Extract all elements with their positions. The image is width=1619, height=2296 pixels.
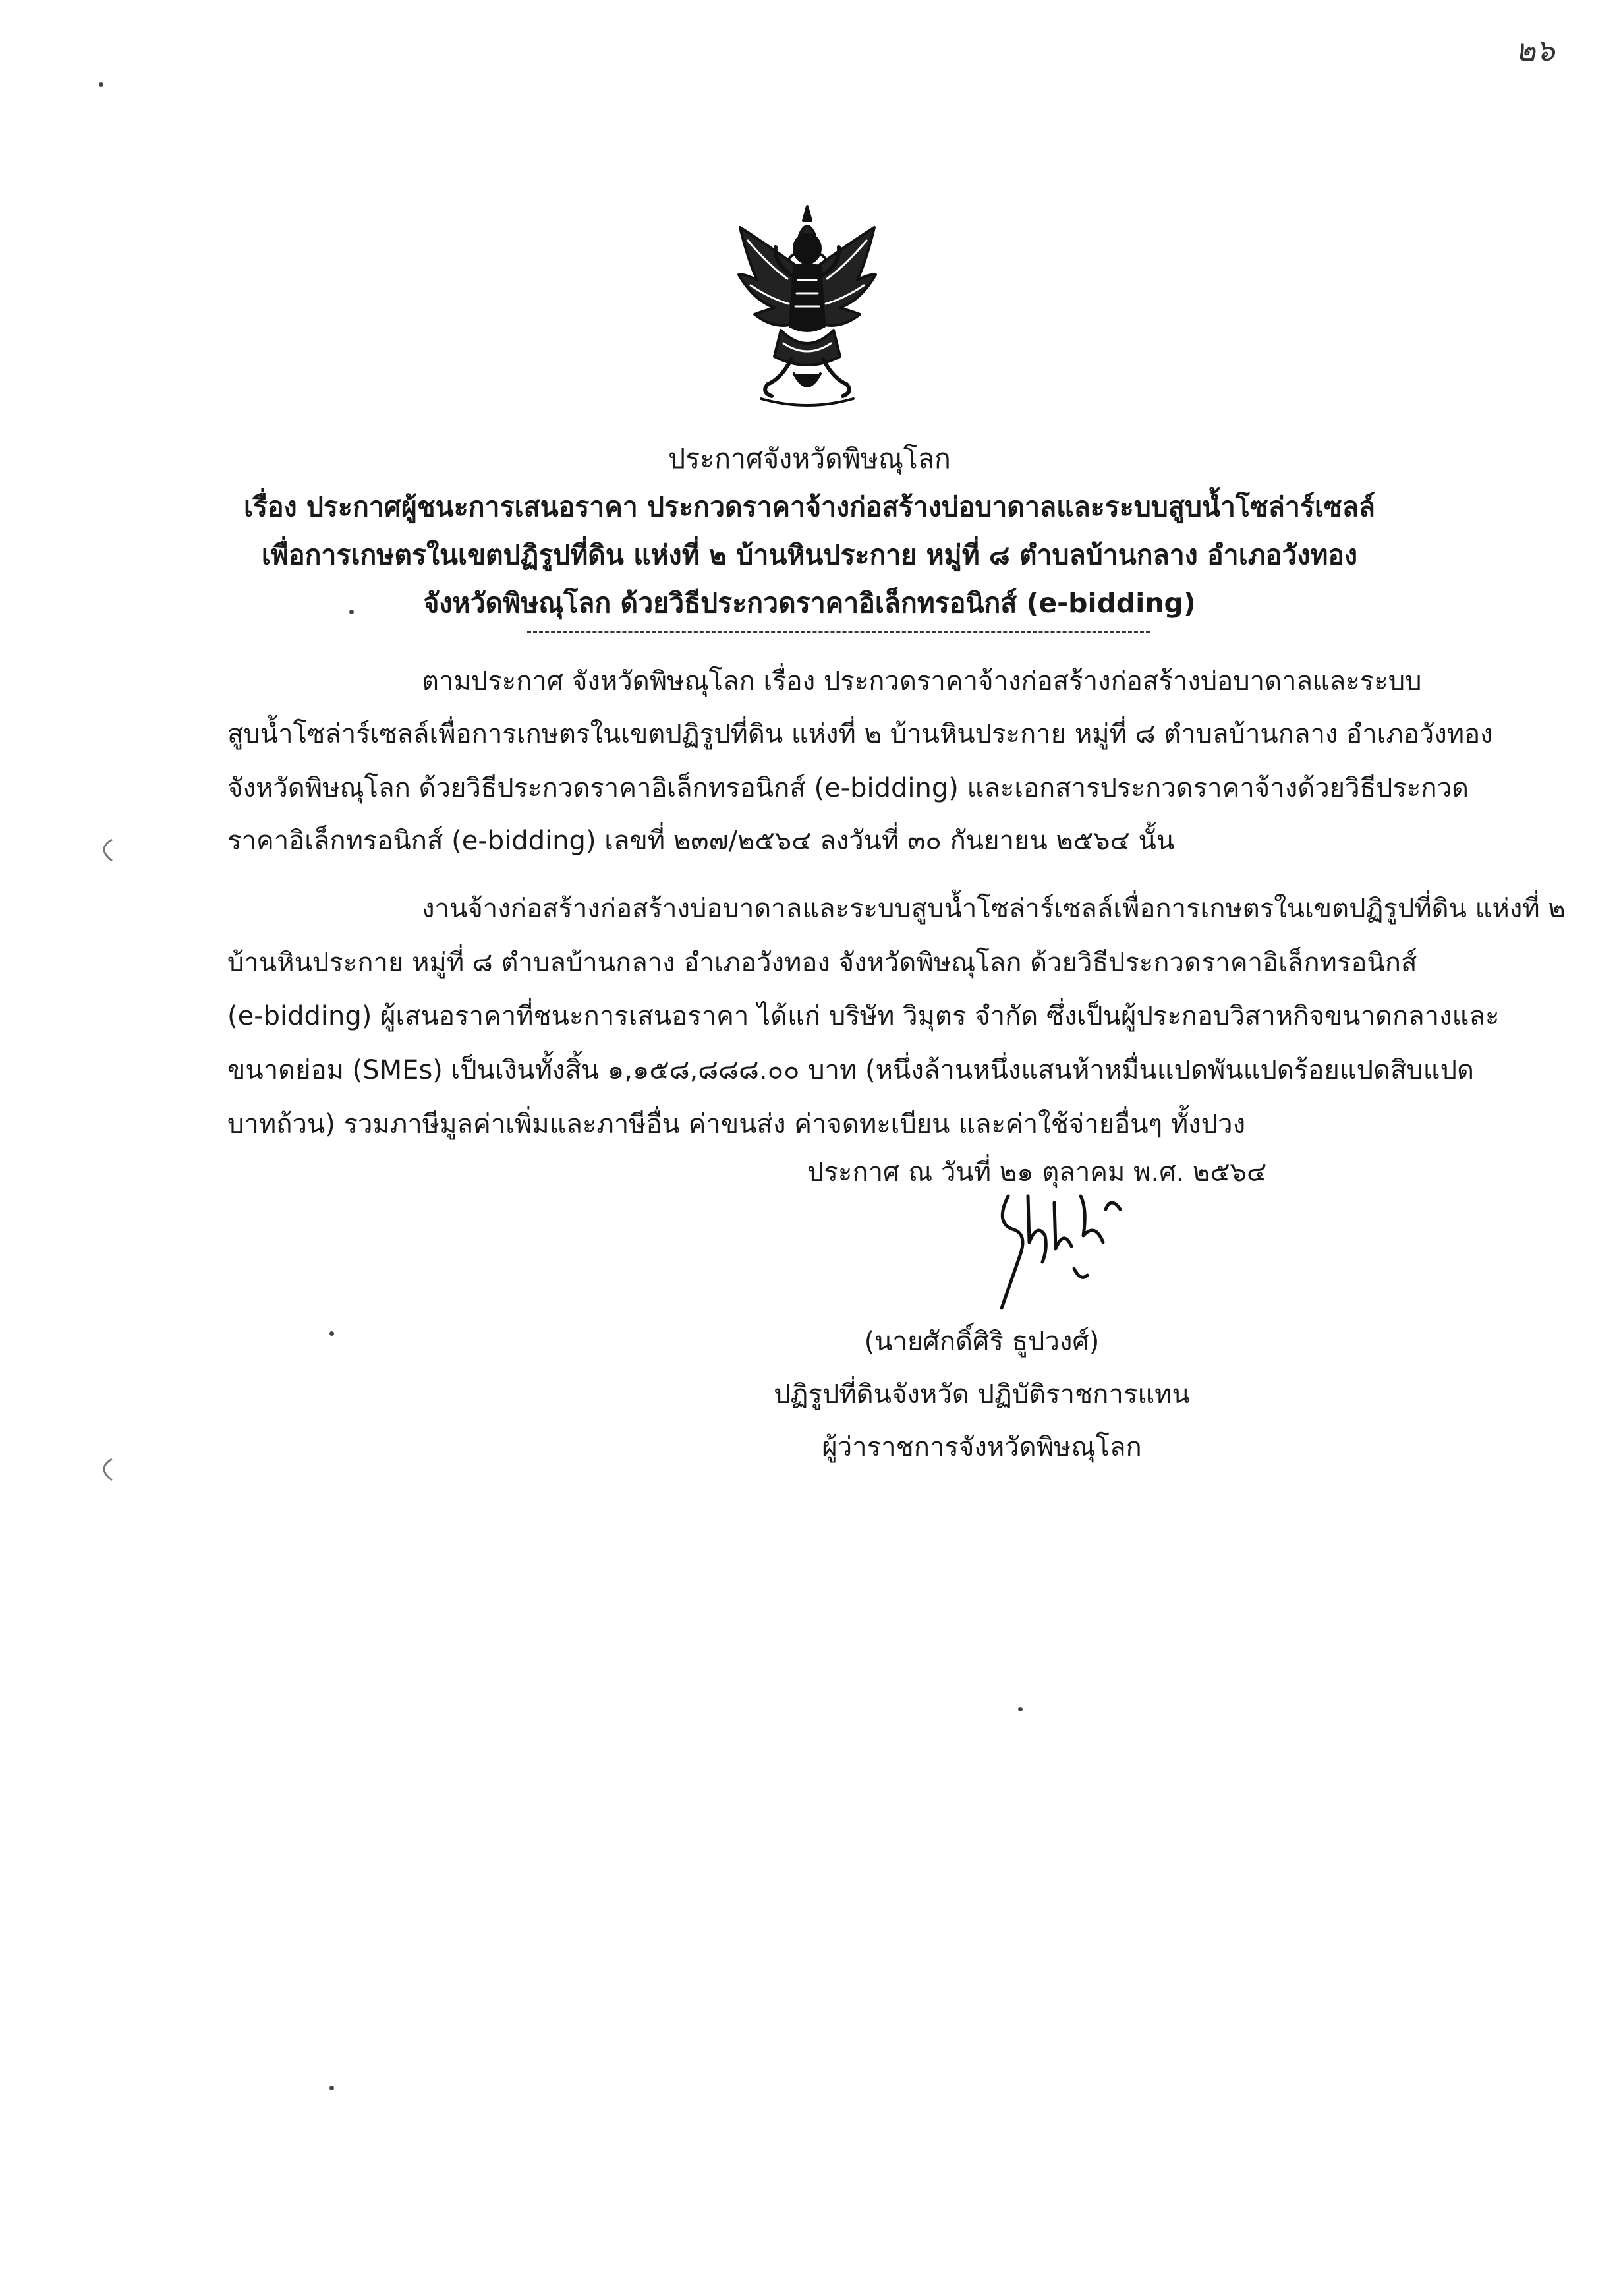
scan-speck (1018, 1707, 1023, 1711)
announcement-header (0, 435, 1619, 627)
scan-speck (329, 2086, 334, 2090)
signatory-position-2: ผู้ว่าราชการจังหวัดพิษณุโลก (822, 1432, 1142, 1462)
scan-speck (349, 610, 354, 614)
signatory-name: (นายศักดิ์ศิริ ธูปวงศ์) (864, 1327, 1100, 1357)
announcement-date: ประกาศ ณ วันที่ ๒๑ ตุลาคม พ.ศ. ๒๕๖๔ (807, 1157, 1267, 1188)
subject-line-3: จังหวัดพิษณุโลก ด้วยวิธีประกวดราคาอิเล็กทรอนิกส์ (e-bidding) (423, 587, 1196, 619)
paragraph1-line2: สูบน้ำโซล่าร์เซลล์เพื่อการเกษตรในเขตปฏิรูปที่ดิน แห่งที่ ๒ บ้านหินประกาย หมู่ที่ ๘ ตำบลบ้านกลาง อำเภอวังทอง (227, 719, 1493, 749)
paragraph2-line3: (e-bidding) ผู้เสนอราคาที่ชนะการเสนอราคา ได้แก่ บริษัท วิมุตร จำกัด ซึ่งเป็นผู้ประกอบวิสาหกิจขนาดกลางและ (227, 1001, 1500, 1031)
subject-line-2: เพื่อการเกษตรในเขตปฏิรูปที่ดิน แห่งที่ ๒ บ้านหินประกาย หมู่ที่ ๘ ตำบลบ้านกลาง อำเภอวังทอง (261, 539, 1358, 571)
paragraph2-line2: บ้านหินประกาย หมู่ที่ ๘ ตำบลบ้านกลาง อำเภอวังทอง จังหวัดพิษณุโลก ด้วยวิธีประกวดราคาอิเล็กทรอนิกส์ (227, 948, 1417, 978)
scan-artifact-mark (92, 1456, 132, 1483)
scan-speck (99, 82, 103, 87)
paragraph1-line1: ตามประกาศ จังหวัดพิษณุโลก เรื่อง ประกวดราคาจ้างก่อสร้างก่อสร้างบ่อบาดาลและระบบ (422, 666, 1422, 697)
handwritten-signature (982, 1183, 1153, 1315)
garuda-emblem-icon (735, 201, 880, 418)
header-separator (527, 631, 1150, 633)
signatory-position-1: ปฏิรูปที่ดินจังหวัด ปฏิบัติราชการแทน (774, 1379, 1190, 1410)
paragraph2-line4: ขนาดย่อม (SMEs) เป็นเงินทั้งสิ้น ๑,๑๕๘,๘๘๘.๐๐ บาท (หนึ่งล้านหนึ่งแสนห้าหมื่นแปดพันแปดร้อยแปดสิบแปด (227, 1055, 1474, 1085)
paragraph1-line4: ราคาอิเล็กทรอนิกส์ (e-bidding) เลขที่ ๒๓๗/๒๕๖๔ ลงวันที่ ๓๐ กันยายน ๒๕๖๔ นั้น (227, 826, 1175, 856)
organization-title: ประกาศจังหวัดพิษณุโลก (668, 443, 951, 474)
paragraph2-line5: บาทถ้วน) รวมภาษีมูลค่าเพิ่มและภาษีอื่น ค่าขนส่ง ค่าจดทะเบียน และค่าใช้จ่ายอื่นๆ ทั้งปวง (227, 1109, 1246, 1139)
page-number: ๒๖ (1516, 32, 1555, 68)
scan-speck (329, 1331, 334, 1336)
subject-line-1: เรื่อง ประกาศผู้ชนะการเสนอราคา ประกวดราคาจ้างก่อสร้างบ่อบาดาลและระบบสูบน้ำโซล่าร์เซลล์ (243, 491, 1376, 523)
scan-artifact-mark (92, 837, 132, 863)
paragraph1-line3: จังหวัดพิษณุโลก ด้วยวิธีประกวดราคาอิเล็กทรอนิกส์ (e-bidding) และเอกสารประกวดราคาจ้างด้วยวิธีประกวด (227, 773, 1469, 803)
paragraph2-line1: งานจ้างก่อสร้างก่อสร้างบ่อบาดาลและระบบสูบน้ำโซล่าร์เซลล์เพื่อการเกษตรในเขตปฏิรูปที่ดิน แห่งที่ ๒ (422, 894, 1566, 924)
